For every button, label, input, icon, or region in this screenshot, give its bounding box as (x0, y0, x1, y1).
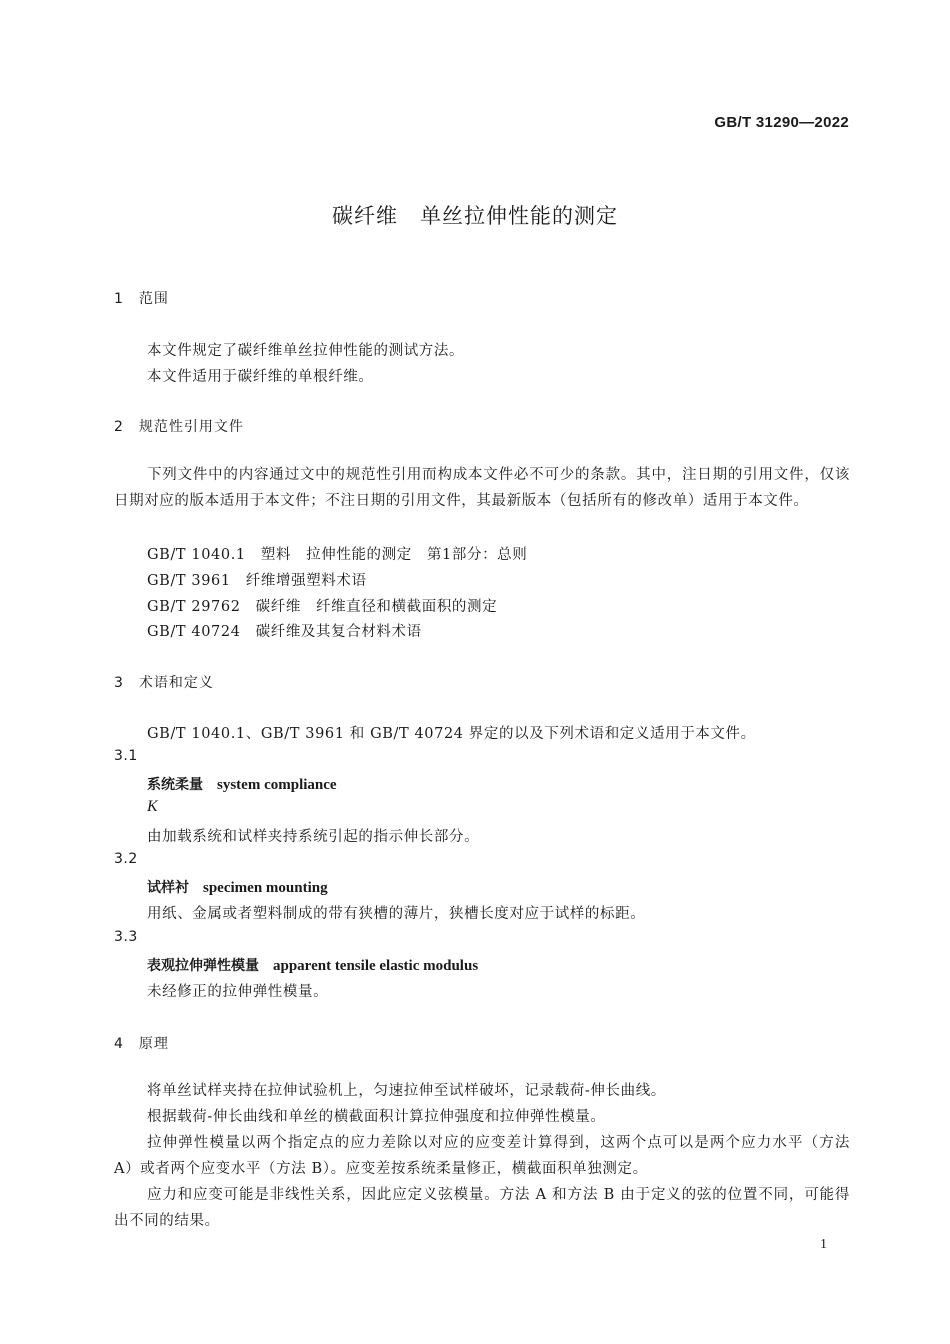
term-definition: 未经修正的拉伸弹性模量。 (147, 984, 329, 1000)
scope-paragraph: 本文件规定了碳纤维单丝拉伸性能的测试方法。 (147, 343, 465, 359)
term-definition: 用纸、金属或者塑料制成的带有狭槽的薄片，狭槽长度对应于试样的标距。 (147, 906, 646, 922)
term-entry (147, 955, 478, 975)
term-zh: 表观拉伸弹性模量 (147, 958, 259, 974)
term-symbol: K (147, 798, 158, 815)
term-en: apparent tensile elastic modulus (273, 958, 479, 974)
term-definition: 由加载系统和试样夹持系统引起的指示伸长部分。 (147, 829, 480, 845)
page-number: 1 (820, 1237, 827, 1252)
reference-item: GB/T 29762 碳纤维 纤维直径和横截面积的测定 (147, 599, 498, 615)
scope-paragraph: 本文件适用于碳纤维的单根纤维。 (147, 369, 374, 385)
section-heading-terms: 3 术语和定义 (114, 675, 214, 691)
term-en: specimen mounting (203, 880, 328, 896)
terms-intro: GB/T 1040.1、GB/T 3961 和 GB/T 40724 界定的以及下列术语和定义适用于本文件。 (147, 726, 756, 742)
term-entry (147, 877, 328, 897)
section-heading-principle: 4 原理 (114, 1036, 169, 1052)
term-zh: 试样衬 (147, 880, 189, 896)
principle-paragraph: 根据载荷-伸长曲线和单丝的横截面积计算拉伸强度和拉伸弹性模量。 (147, 1109, 606, 1125)
principle-paragraph: 将单丝试样夹持在拉伸试验机上，匀速拉伸至试样破坏，记录载荷-伸长曲线。 (147, 1083, 666, 1099)
principle-paragraph: 拉伸弹性模量以两个指定点的应力差除以对应的应变差计算得到，这两个点可以是两个应力水平（方法 A）或者两个应变水平（方法 B）。应变差按系统柔量修正，横截面积单独测定。 (114, 1135, 850, 1177)
section-heading-normative-references: 2 规范性引用文件 (114, 419, 244, 435)
document-title: 碳纤维 单丝拉伸性能的测定 (332, 204, 618, 228)
principle-paragraph: 应力和应变可能是非线性关系，因此应定义弦模量。方法 A 和方法 B 由于定义的弦的位置不同，可能得出不同的结果。 (114, 1187, 850, 1229)
section-heading-scope: 1 范围 (114, 291, 169, 307)
document-code: GB/T 31290—2022 (714, 114, 849, 131)
normative-references-intro: 下列文件中的内容通过文中的规范性引用而构成本文件必不可少的条款。其中，注日期的引用文件，仅该日期对应的版本适用于本文件；不注日期的引用文件，其最新版本（包括所有的修改单）适用于本文件。 (114, 467, 850, 509)
clause-number: 3.1 (114, 748, 138, 764)
term-entry (147, 774, 337, 794)
term-en: system compliance (217, 777, 337, 793)
clause-number: 3.2 (114, 851, 138, 867)
clause-number: 3.3 (114, 929, 138, 945)
term-zh: 系统柔量 (147, 777, 203, 793)
reference-item: GB/T 3961 纤维增强塑料术语 (147, 573, 367, 589)
reference-item: GB/T 1040.1 塑料 拉伸性能的测定 第1部分：总则 (147, 547, 528, 563)
reference-item: GB/T 40724 碳纤维及其复合材料术语 (147, 624, 422, 640)
